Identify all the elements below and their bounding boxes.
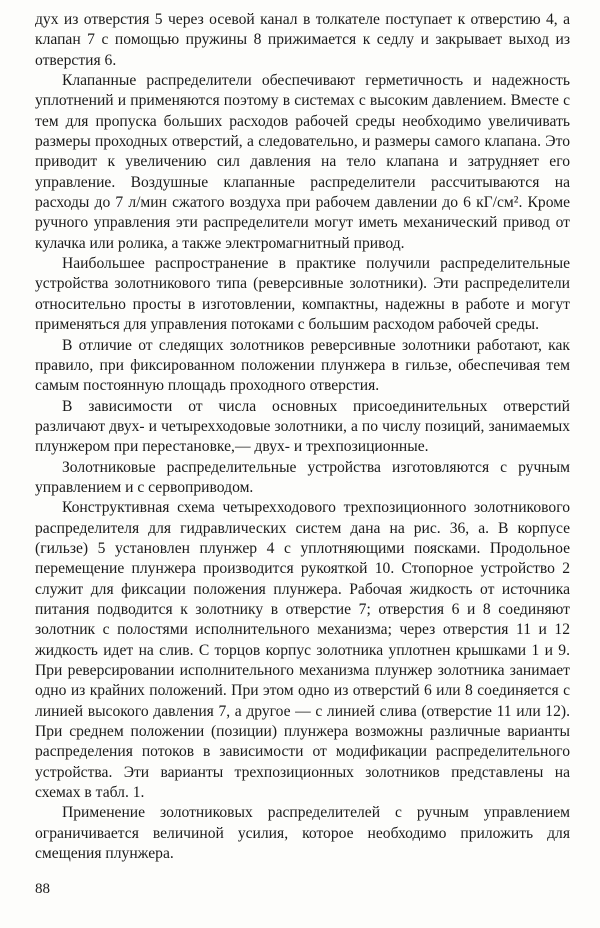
paragraph-2: Клапанные распределители обеспечивают герметичность и надежность уплотнений и применяются поэтому в системах с высоким давлением. Вместе с тем для пропуска больших расходов рабочей среды необходимо увеличивать размеры проходных отверстий, а следовательно, и размеры самого клапана. Это приводит к увеличению сил давления на тело клапана и затрудняет его управление. Воздушные клапанные распределители рассчитываются на расходы до 7 л/мин сжатого воздуха при рабочем давлении до 6 кГ/см². Кроме ручного управления эти распределители могут иметь механический привод от кулачка или ролика, а также электромагнитный привод. [35, 72, 570, 252]
paragraph-6: Золотниковые распределительные устройства изготовляются с ручным управлением и с сервоприводом. [35, 458, 570, 496]
paragraph-8: Применение золотниковых распределителей с ручным управлением ограничивается величиной усилия, которое необходимо приложить для смещения плунжера. [35, 804, 570, 863]
paragraph-3: Наибольшее распространение в практике получили распределительные устройства золотникового типа (реверсивные золотники). Эти распределители относительно просты в изготовлении, компактны, надежны в работе и могут применяться для управления потоками с большим расходом рабочей среды. [35, 255, 570, 334]
paragraph-5: В зависимости от числа основных присоединительных отверстий различают двух- и четырехходовые золотники, а по числу позиций, занимаемых плунжером при перестановке,— двух- и трехпозиционные. [35, 397, 570, 456]
paragraph-1: дух из отверстия 5 через осевой канал в толкателе поступает к отверстию 4, а клапан 7 с помощью пружины 8 прижимается к седлу и закрывает выход из отверстия 6. [35, 11, 570, 69]
page-number: 88 [35, 881, 50, 897]
paragraph-7: Конструктивная схема четырехходового трехпозиционного золотникового распределителя для гидравлических систем дана на рис. 36, а. В корпусе (гильзе) 5 установлен плунжер 4 с уплотняющими поясками. Продольное перемещение плунжера производится рукояткой 10. Стопорное устройство 2 служит для фиксации положения плунжера. Рабочая жидкость от источника питания подводится к золотнику в отверстие 7; отверстия 6 и 8 соединяют золотник с полостями исполнительного механизма; через отверстия 11 и 12 жидкость идет на слив. С торцов корпус золотника уплотнен крышками 1 и 9. При реверсировании исполнительного механизма плунжер золотника занимает одно из крайних положений. При этом одно из отверстий 6 или 8 соединяется с линией высокого давления 7, а другое — с линией слива (отверстие 11 или 12). При среднем положении (позиции) плунжера возможны различные варианты распределения потоков в зависимости от модификации распределительного устройства. Эти варианты трехпозиционных золотников представлены на схемах в табл. 1. [35, 499, 570, 802]
body-text [35, 10, 570, 864]
paragraph-4: В отличие от следящих золотников реверсивные золотники работают, как правило, при фиксированном положении плунжера в гильзе, обеспечивая тем самым постоянную площадь проходного отверстия. [35, 336, 570, 395]
